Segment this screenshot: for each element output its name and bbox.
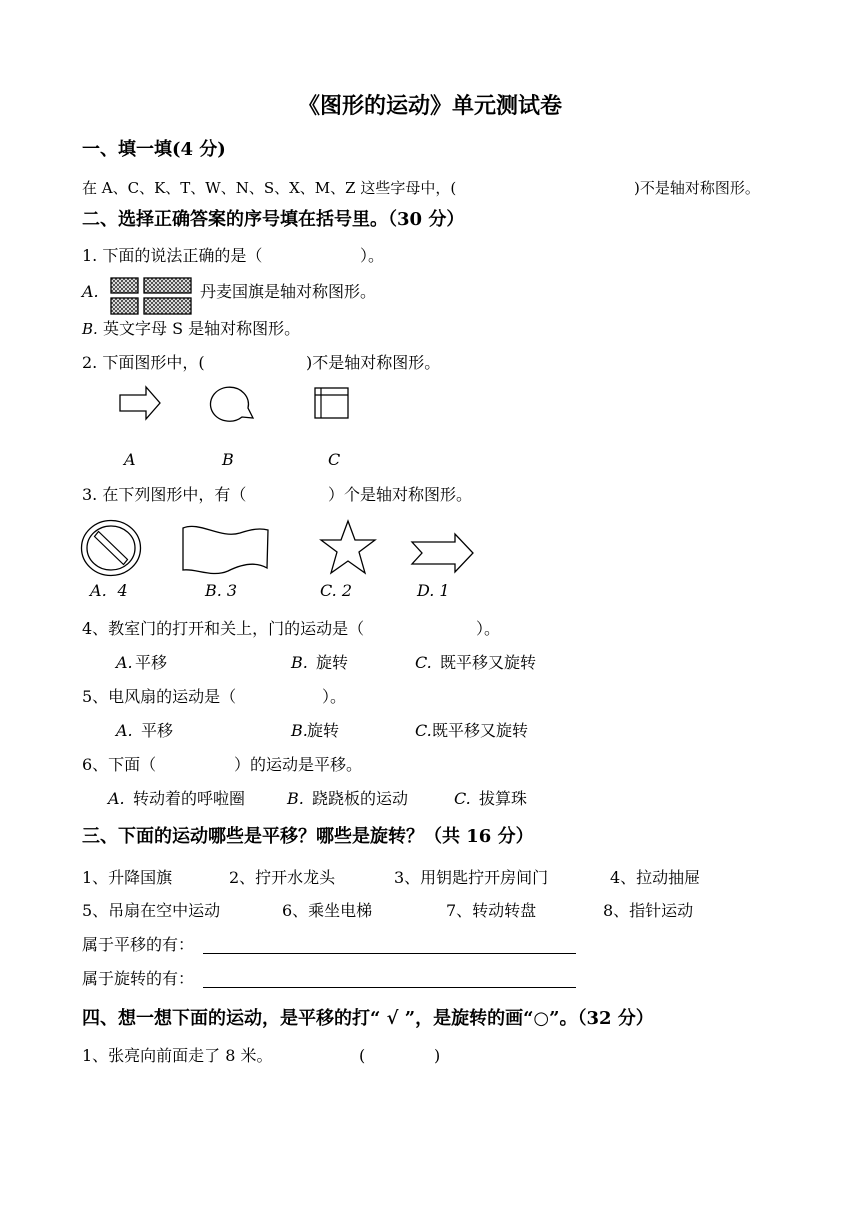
s2-q6-option-c-text: 拔算珠 — [479, 789, 528, 808]
s4-q1-paren-close: ) — [434, 1046, 441, 1065]
s2-q4-option-b-text: 旋转 — [316, 653, 349, 672]
s2-q1-option-b-label: B. — [82, 320, 98, 338]
s2-q3-option-c: C. 2 — [320, 581, 353, 600]
s3-rotation-label: 属于旋转的有： — [82, 969, 195, 988]
s3-item-3: 3、用钥匙拧开房间门 — [394, 868, 549, 887]
arrow-shape-a — [118, 386, 162, 420]
s2-q4-option-a-text: 平移 — [135, 653, 168, 672]
s3-item-2: 2、拧开水龙头 — [229, 868, 336, 887]
s3-translation-answer-line[interactable] — [203, 953, 576, 954]
s3-item-4: 4、拉动抽屉 — [610, 868, 701, 887]
s2-q5-option-b-label: B. — [291, 721, 308, 740]
s2-q1-stem-suffix: ）。 — [360, 246, 385, 265]
s2-q1-option-a-text: 丹麦国旗是轴对称图形。 — [200, 282, 377, 301]
s2-q5-option-b-text: 旋转 — [307, 721, 340, 740]
speech-bubble-shape-b — [208, 383, 256, 423]
s2-q4-option-b-label: B. — [291, 653, 308, 672]
s2-q4-stem-suffix: ）。 — [476, 619, 501, 638]
s1-question-suffix: )不是轴对称图形。 — [634, 179, 760, 197]
star-figure — [318, 519, 378, 577]
s2-q6-option-b-text: 跷跷板的运动 — [312, 789, 409, 808]
s4-q1-text: 1、张亮向前面走了 8 米。 — [82, 1046, 273, 1065]
s2-q1-option-a-label: A. — [82, 282, 99, 301]
s2-q6-option-c-label: C. — [454, 789, 471, 808]
s3-item-8: 8、指针运动 — [603, 901, 694, 920]
s2-q1-stem-prefix: 1. 下面的说法正确的是（ — [82, 246, 263, 265]
s3-rotation-answer-line[interactable] — [203, 987, 576, 988]
s3-item-7: 7、转动转盘 — [446, 901, 537, 920]
s2-q5-option-c-label: C. — [415, 721, 432, 740]
s2-q3-option-a: A．4 — [90, 581, 128, 600]
s2-q4-stem-prefix: 4、教室门的打开和关上，门的运动是（ — [82, 619, 365, 638]
arrow-figure — [410, 532, 476, 576]
s2-q3-option-d: D. 1 — [417, 581, 450, 600]
s4-q1-paren-open: ( — [359, 1046, 366, 1065]
s3-item-5: 5、吊扇在空中运动 — [82, 901, 221, 920]
s2-q6-stem-prefix: 6、下面（ — [82, 755, 157, 774]
s2-q2-label-b: B — [222, 450, 234, 469]
s2-q4-option-c-text: 既平移又旋转 — [440, 653, 537, 672]
s2-q2-label-c: C — [328, 450, 341, 469]
s2-q5-option-c-text: 既平移又旋转 — [432, 721, 529, 740]
s2-q6-option-a-label: A. — [108, 789, 125, 808]
s2-q3-stem-prefix: 3. 在下列图形中，有（ — [82, 485, 247, 504]
s2-q5-option-a-label: A. — [116, 721, 133, 740]
s2-q1-option-b-text: 英文字母 S 是轴对称图形。 — [103, 319, 301, 338]
s3-translation-label: 属于平移的有： — [82, 935, 195, 954]
denmark-flag-figure — [110, 277, 192, 315]
s2-q6-option-a-text: 转动着的呼啦圈 — [133, 789, 246, 808]
section-4-heading: 四、想一想下面的运动，是平移的打“ √ ”，是旋转的画“○”。（32 分） — [82, 1008, 654, 1029]
s2-q4-option-c-label: C. — [415, 653, 432, 672]
section-1-heading: 一、填一填(4 分) — [82, 139, 226, 160]
no-entry-sign-figure — [80, 519, 142, 577]
s3-item-6: 6、乘坐电梯 — [282, 901, 373, 920]
s2-q6-option-b-label: B. — [287, 789, 304, 808]
s2-q6-stem-suffix: ）的运动是平移。 — [234, 755, 363, 774]
page-title: 《图形的运动》单元测试卷 — [297, 93, 562, 119]
s2-q2-label-a: A — [124, 450, 136, 469]
s2-q2-stem-suffix: )不是轴对称图形。 — [306, 353, 441, 372]
s2-q5-option-a-text: 平移 — [141, 721, 174, 740]
s1-question-prefix: 在 A、C、K、T、W、N、S、X、M、Z 这些字母中，( — [82, 179, 457, 197]
framed-square-shape-c — [314, 387, 350, 419]
s2-q5-stem-prefix: 5、电风扇的运动是（ — [82, 687, 237, 706]
section-2-heading: 二、选择正确答案的序号填在括号里。（30 分） — [82, 209, 465, 230]
wavy-banner-figure — [180, 525, 270, 575]
s3-item-1: 1、升降国旗 — [82, 868, 173, 887]
s2-q3-option-b: B. 3 — [205, 581, 238, 600]
s2-q4-option-a-label: A. — [116, 653, 133, 672]
section-3-heading: 三、下面的运动哪些是平移？哪些是旋转？（共 16 分） — [82, 826, 534, 847]
s2-q3-stem-suffix: ）个是轴对称图形。 — [328, 485, 473, 504]
s2-q2-stem-prefix: 2. 下面图形中，( — [82, 353, 205, 372]
s2-q5-stem-suffix: ）。 — [322, 687, 347, 706]
